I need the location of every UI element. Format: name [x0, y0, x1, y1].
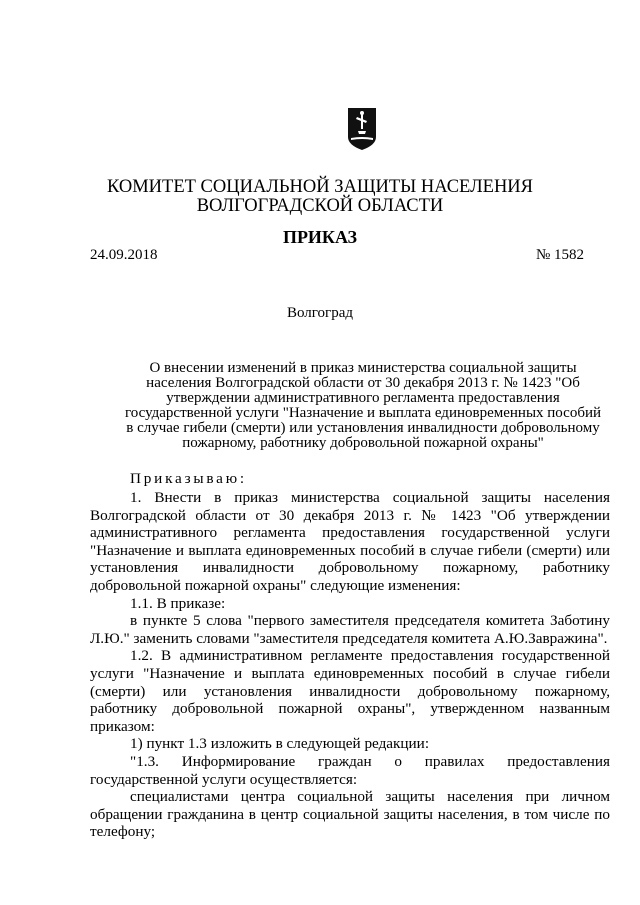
subject-line: пожарному, работнику добровольной пожарной охраны": [182, 435, 544, 451]
subject-line: в случае гибели (смерти) или установления инвалидности добровольному: [126, 420, 600, 436]
order-intro: Приказываю:: [130, 470, 247, 487]
paragraph-1-1-heading: 1.1. В приказе:: [130, 594, 226, 612]
organization-name-line2: ВОЛГОГРАДСКОЙ ОБЛАСТИ: [196, 196, 444, 216]
subject-line: утверждении административного регламента предоставления: [166, 390, 560, 406]
document-body: [90, 489, 610, 841]
document-type-title: ПРИКАЗ: [282, 227, 358, 247]
document-date: 24.09.2018: [90, 247, 158, 263]
paragraph-1-2-item-1: 1) пункт 1.3 изложить в следующей редакции:: [130, 735, 430, 753]
subject-line: О внесении изменений в приказ министерства социальной защиты: [149, 360, 577, 376]
paragraph-1: 1. Внести в приказ министерства социальной защиты населения Волгоградской области от 30 декабря 2013 г. № 1423 "Об утверждении административного регламента предоставления государственной услуги "Назначение и выплата единовременных пособий в случае гибели (смерти) или установления инвалидности добровольному пожарному, работнику добровольной пожарной охраны" следующие изменения:: [90, 489, 610, 594]
document-city: Волгоград: [286, 305, 353, 321]
subject-line: населения Волгоградской области от 30 декабря 2013 г. № 1423 "Об: [146, 375, 580, 391]
coat-of-arms-emblem: [347, 107, 377, 151]
paragraph-1-2: 1.2. В административном регламенте предоставления государственной услуги "Назначение и выплата единовременных пособий в случае гибели (смерти) или установления инвалидности добровольному пожарному, работнику добровольной пожарной охраны", утвержденном названным приказом:: [90, 647, 610, 735]
organization-name-line1: КОМИТЕТ СОЦИАЛЬНОЙ ЗАЩИТЫ НАСЕЛЕНИЯ: [106, 177, 534, 197]
document-number: № 1582: [535, 247, 584, 263]
paragraph-1-1-text: в пункте 5 слова "первого заместителя председателя комитета Заботину Л.Ю." заменить словами "заместителя председателя комитета А.Ю.Завражина".: [90, 612, 610, 647]
paragraph-1-3: "1.3. Информирование граждан о правилах предоставления государственной услуги осуществляется:: [90, 752, 610, 788]
subject-line: государственной услуги "Назначение и выплата единовременных пособий: [124, 405, 602, 421]
document-subject: [118, 361, 608, 451]
paragraph-1-3-item-a: специалистами центра социальной защиты населения при личном обращении гражданина в центр социальной защиты населения, в том числе по телефону;: [90, 788, 610, 841]
